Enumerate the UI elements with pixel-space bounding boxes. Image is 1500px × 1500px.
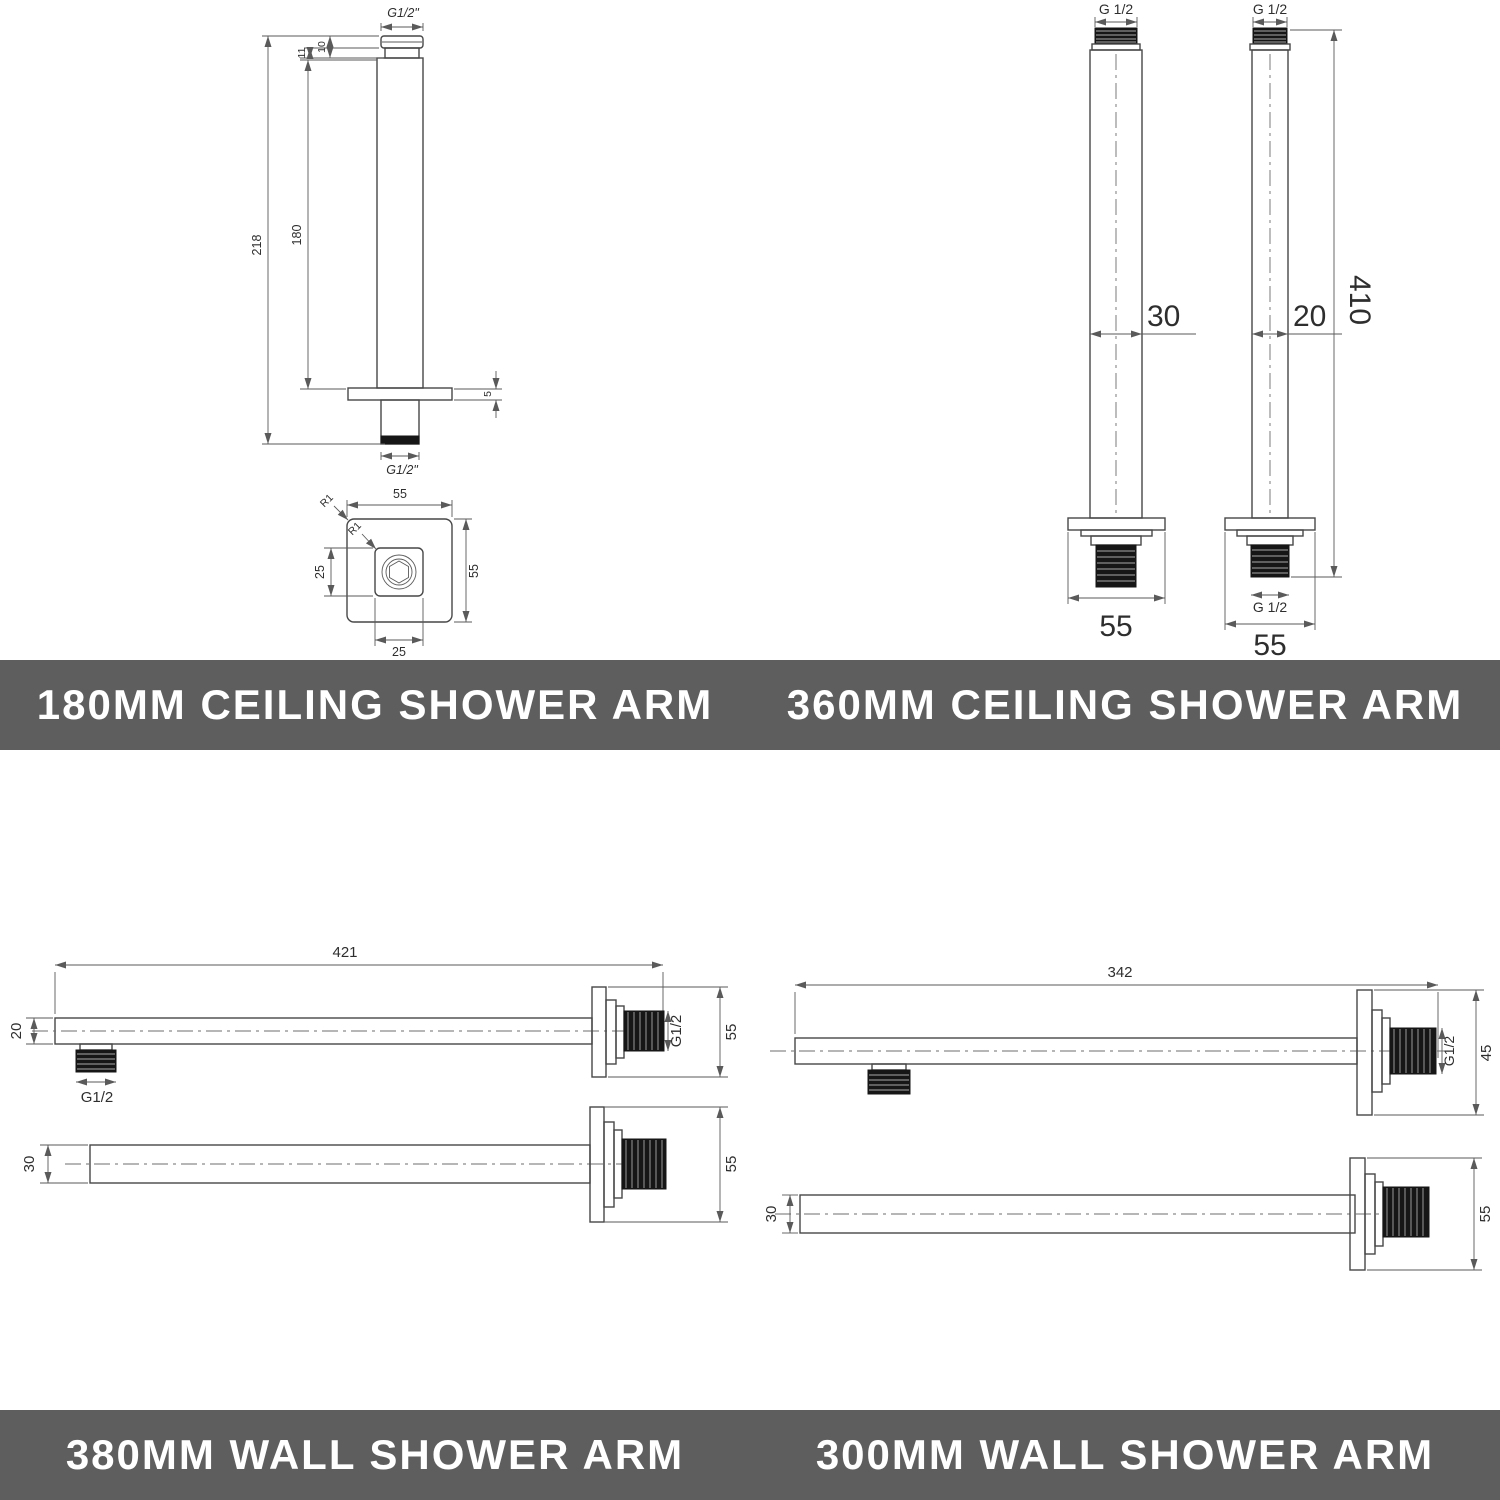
banner-180mm-label: 180MM CEILING SHOWER ARM (36, 681, 714, 728)
thread-right-label: G 1/2 (1252, 1, 1288, 17)
radius-inner-r1: R1 (345, 519, 364, 538)
front-view-180 (250, 6, 502, 477)
dim-tube-right-20: 20 (1293, 300, 1327, 333)
thread-bottom-label-360: G 1/2 (1252, 599, 1288, 615)
dim-flange-thk-5: 5 (482, 391, 494, 397)
dim-flange-top-55-380: 55 (723, 1023, 740, 1041)
dim-flange-bottom-55-300: 55 (1477, 1205, 1494, 1223)
thread-left-label: G 1/2 (1098, 1, 1134, 17)
outlet-thread-label-380: G1/2 (80, 1089, 114, 1106)
dim-arm-180: 180 (290, 224, 304, 246)
drawing-380mm-wall-arm (0, 750, 750, 1410)
dim-tube-bottom-30-300: 30 (763, 1205, 780, 1223)
plan-dim-height-55: 55 (467, 564, 481, 578)
dim-collar-11: 11 (296, 47, 308, 59)
plan-view-180 (313, 487, 481, 659)
wall-arm-300-top-view (770, 964, 1495, 1115)
dim-overall-218: 218 (250, 234, 264, 256)
plan-dim-width-55: 55 (393, 487, 407, 501)
wall-arm-380-top-view (8, 944, 740, 1106)
radius-outer-r1: R1 (317, 491, 336, 510)
drawing-300mm-wall-arm (750, 750, 1500, 1410)
bottom-drawings-row (0, 750, 1500, 1410)
inlet-thread-label-380: G1/2 (668, 1014, 685, 1048)
dim-flange-bottom-55-380: 55 (723, 1155, 740, 1173)
dim-length-342: 342 (1107, 964, 1133, 981)
thread-bottom-label-180: G1/2" (386, 463, 418, 477)
arm-360-left (1068, 1, 1196, 643)
arm-360-right (1225, 1, 1376, 660)
dim-tube-bottom-30-380: 30 (21, 1155, 38, 1173)
drawing-360mm-svg (750, 0, 1500, 660)
thread-top-label-180: G1/2" (387, 6, 419, 20)
bottom-banner (0, 1410, 1500, 1500)
top-drawings-row (0, 0, 1500, 660)
plan-dim-boss-h-25: 25 (313, 565, 327, 579)
banner-360mm-label: 360MM CEILING SHOWER ARM (786, 681, 1464, 728)
wall-arm-380-side-view (21, 1107, 740, 1222)
banner-180mm (0, 660, 750, 750)
dim-length-421: 421 (332, 944, 358, 961)
inlet-thread-label-300: G1/2 (1441, 1035, 1457, 1067)
banner-300mm-label: 300MM WALL SHOWER ARM (815, 1431, 1435, 1478)
dim-cap-10: 10 (316, 41, 328, 53)
plan-dim-boss-w-25: 25 (392, 645, 406, 659)
dim-flange-top-45: 45 (1478, 1044, 1495, 1062)
drawing-380mm-svg (0, 750, 750, 1410)
dim-tube-top-20: 20 (8, 1022, 25, 1040)
dim-length-410: 410 (1343, 274, 1376, 326)
banner-360mm (750, 660, 1500, 750)
drawing-300mm-svg (750, 750, 1500, 1410)
banner-380mm-label: 380MM WALL SHOWER ARM (65, 1431, 685, 1478)
wall-arm-300-side-view (763, 1158, 1494, 1270)
dim-flange-right-55: 55 (1253, 629, 1287, 660)
top-banner (0, 660, 1500, 750)
banner-300mm (750, 1410, 1500, 1500)
drawing-180mm-ceiling-arm (0, 0, 750, 660)
dim-flange-left-55: 55 (1099, 610, 1133, 643)
banner-380mm (0, 1410, 750, 1500)
drawing-360mm-ceiling-arm (750, 0, 1500, 660)
drawing-180mm-svg (0, 0, 750, 660)
dim-tube-left-30: 30 (1147, 300, 1181, 333)
